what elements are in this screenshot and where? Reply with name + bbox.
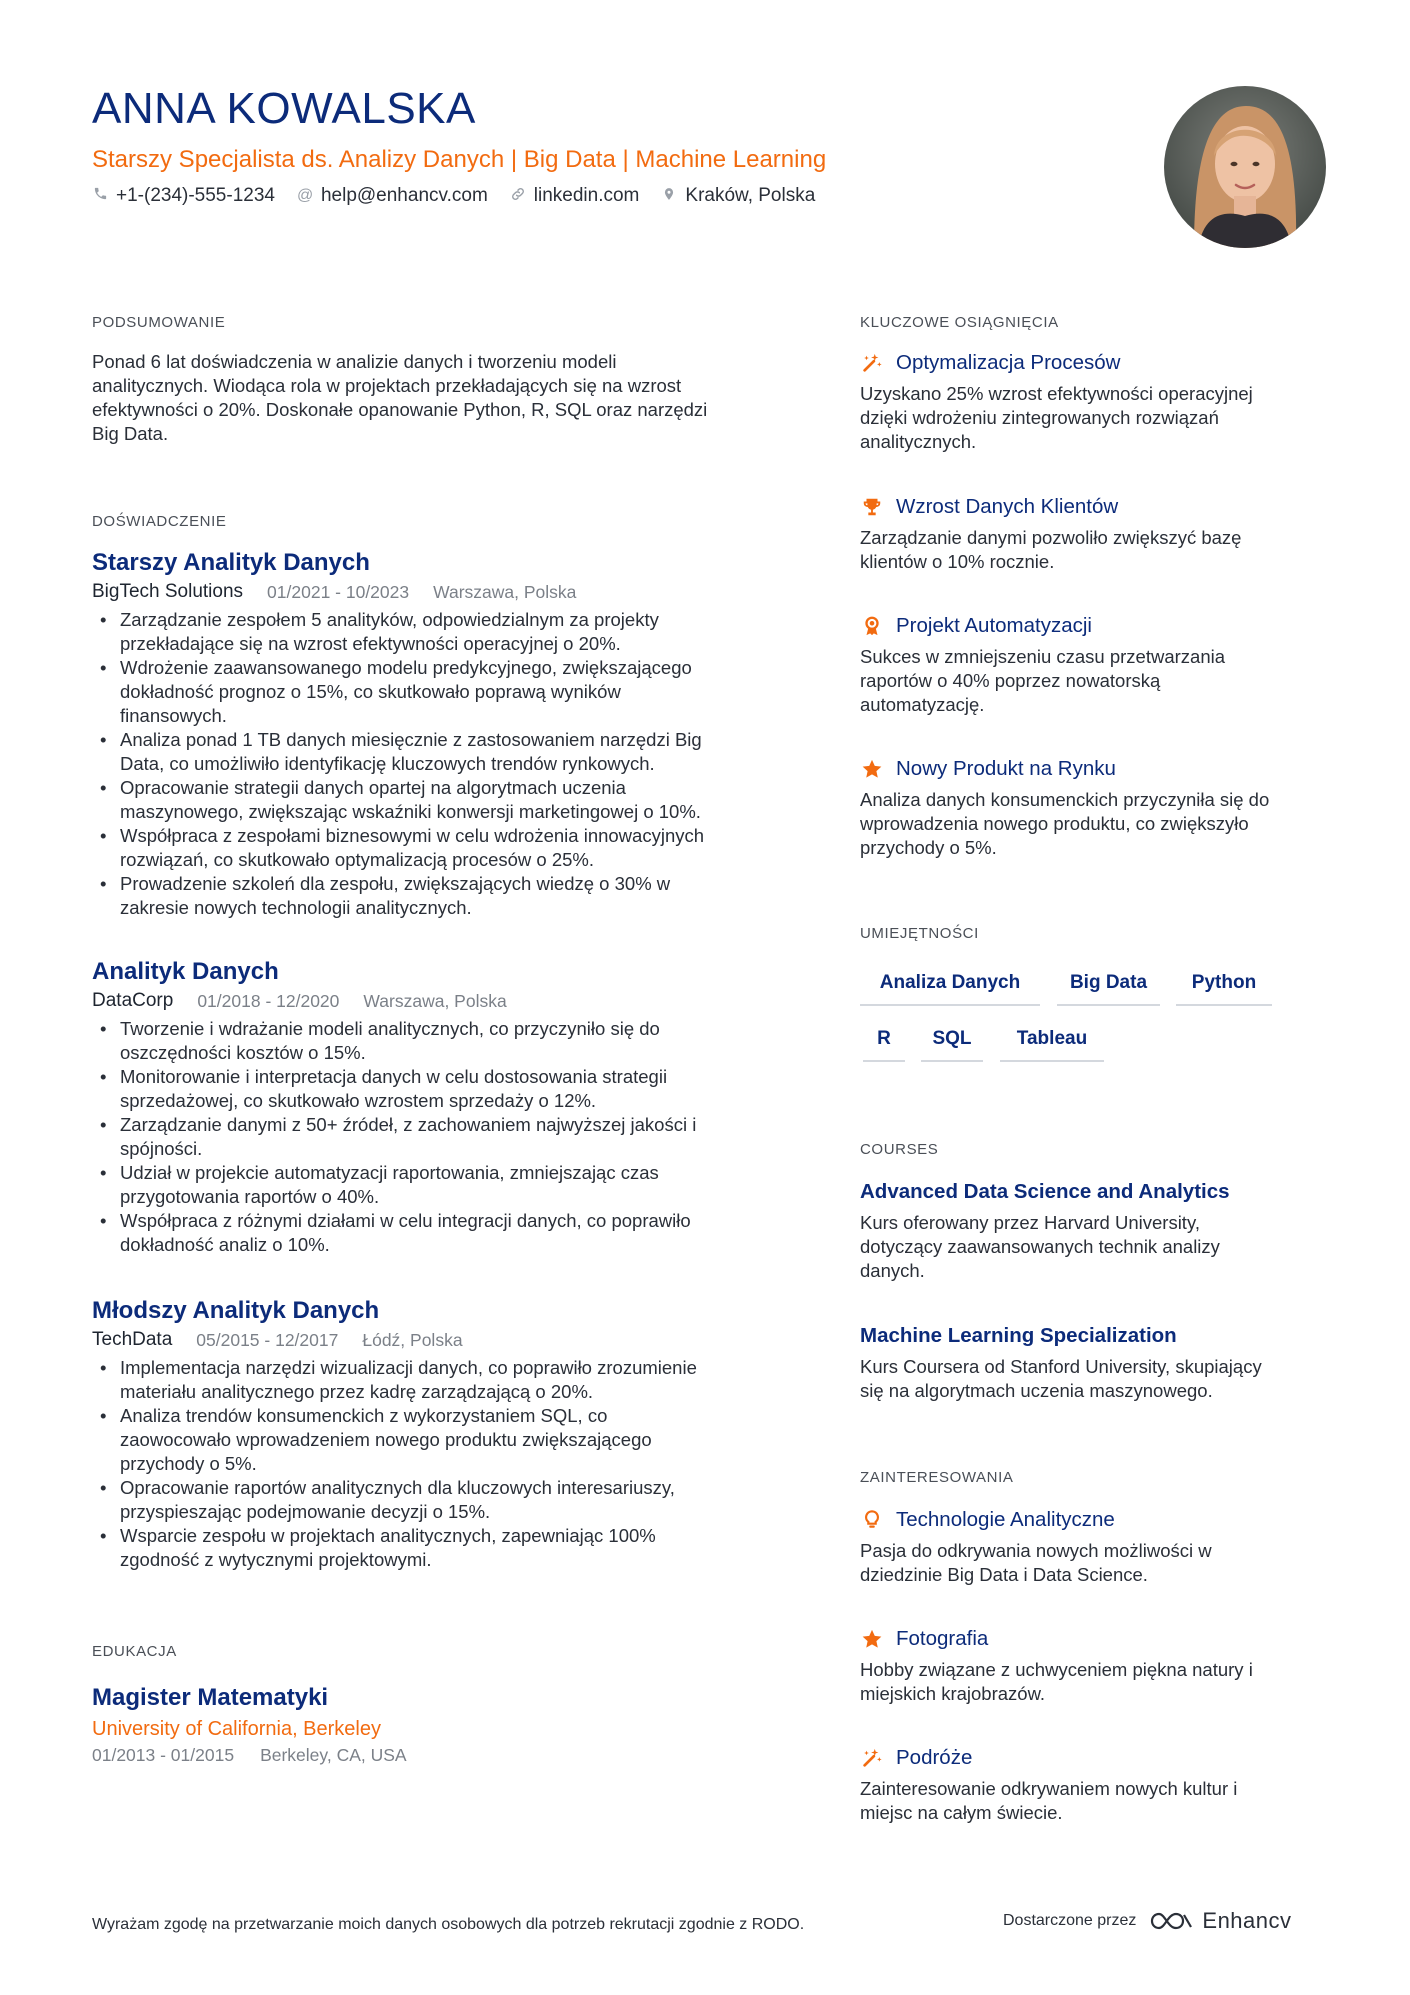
job-bullet: • Udział w projekcie automatyzacji raportowania, zmniejszając czas przygotowania raportów o 40%. [92, 1161, 792, 1209]
summary-text [92, 350, 812, 446]
achievement-item [860, 754, 1320, 860]
brand-name: Enhancv [1202, 1908, 1292, 1933]
award-ribbon-icon [860, 614, 884, 638]
course-title: Advanced Data Science and Analytics [860, 1180, 1230, 1203]
job-title: Starszy Analityk Danych [92, 549, 370, 576]
achievement-item [860, 611, 1320, 717]
gdpr-consent: Wyrażam zgodę na przetwarzanie moich danych osobowych dla potrzeb rekrutacji zgodnie z RODO. [92, 1916, 805, 1933]
job-meta [92, 580, 792, 604]
skill-tag: Analiza Danych [860, 972, 1040, 1006]
skill-tag: SQL [921, 1028, 983, 1062]
achievement-description: Sukces w zmniejszeniu czasu przetwarzania raportów o 40% poprzez nowatorską automatyzację. [860, 646, 1226, 715]
job-bullets [92, 608, 792, 920]
job-company: DataCorp [92, 990, 174, 1011]
job-dates: 01/2018 - 12/2020 [197, 991, 340, 1011]
at-icon: @ [296, 187, 314, 204]
achievement-title: Wzrost Danych Klientów [896, 495, 1119, 518]
interest-description: Pasja do odkrywania nowych możliwości w dziedzinie Big Data i Data Science. [860, 1540, 1212, 1585]
job-bullets [92, 1017, 792, 1257]
education-location: Berkeley, CA, USA [260, 1745, 407, 1765]
interest-title: Technologie Analityczne [896, 1508, 1115, 1531]
achievement-item [860, 348, 1320, 454]
summary-line: Big Data. [92, 423, 169, 444]
job-dates: 05/2015 - 12/2017 [196, 1330, 339, 1350]
email-text: help@enhancv.com [320, 185, 488, 206]
job-bullet: • Implementacja narzędzi wizualizacji danych, co poprawiło zrozumienie materiału analitycznego przez kadrę zarządzającą o 20%. [92, 1356, 792, 1404]
achievement-title: Nowy Produkt na Rynku [896, 757, 1116, 780]
job-title: Młodszy Analityk Danych [92, 1297, 380, 1324]
section-title-skills: UMIEJĘTNOŚCI [860, 925, 979, 942]
achievement-item [860, 492, 1320, 574]
interest-description: Hobby związane z uchwyceniem piękna natury i miejskich krajobrazów. [860, 1659, 1253, 1704]
location-pin-icon [661, 186, 677, 207]
course-description: Kurs Coursera od Stanford University, skupiający się na algorytmach uczenia maszynowego. [860, 1356, 1262, 1401]
job-location: Warszawa, Polska [363, 991, 507, 1011]
achievement-description: Uzyskano 25% wzrost efektywności operacyjnej dzięki wdrożeniu zintegrowanych rozwiązań analitycznych. [860, 383, 1253, 452]
job-entry [92, 548, 792, 920]
job-company: TechData [92, 1329, 173, 1350]
summary-line: efektywności o 20%. Doskonałe opanowanie Python, R, SQL oraz narzędzi [92, 399, 708, 420]
section-title-education: EDUKACJA [92, 1643, 177, 1660]
course-item [860, 1321, 1320, 1403]
job-bullet: • Zarządzanie zespołem 5 analityków, odpowiedzialnym za projekty przekładające się na wzrost efektywności operacyjnej o 20%. [92, 608, 792, 656]
avatar [1164, 86, 1326, 248]
job-bullet: • Zarządzanie danymi z 50+ źródeł, z zachowaniem najwyższej jakości i spójności. [92, 1113, 792, 1161]
job-meta [92, 1328, 792, 1352]
achievement-description: Zarządzanie danymi pozwoliło zwiększyć bazę klientów o 10% rocznie. [860, 527, 1242, 572]
phone-text: +1-(234)-555-1234 [116, 185, 275, 206]
education-meta [92, 1745, 407, 1766]
section-title-interests: ZAINTERESOWANIA [860, 1469, 1014, 1486]
magic-wand-icon [860, 351, 884, 375]
job-location: Warszawa, Polska [433, 582, 577, 602]
course-title: Machine Learning Specialization [860, 1324, 1177, 1347]
achievement-description: Analiza danych konsumenckich przyczyniła się do wprowadzenia nowego produktu, co zwiększyło przychody o 5%. [860, 789, 1270, 858]
skill-tag: R [863, 1028, 905, 1062]
achievement-title: Optymalizacja Procesów [896, 351, 1121, 374]
interest-title: Podróże [896, 1746, 973, 1769]
education-degree: Magister Matematyki [92, 1684, 329, 1711]
course-description: Kurs oferowany przez Harvard University, dotyczący zaawansowanych technik analizy danych. [860, 1212, 1220, 1281]
link-icon [510, 186, 526, 207]
education-school: University of California, Berkeley [92, 1718, 381, 1740]
education-dates: 01/2013 - 01/2015 [92, 1745, 235, 1765]
powered-by[interactable] [1003, 1908, 1292, 1934]
summary-line: analitycznych. Wiodąca rola w projektach przekładających się na wzrost [92, 375, 682, 396]
lightbulb-icon [860, 1508, 884, 1532]
section-title-summary: PODSUMOWANIE [92, 314, 226, 331]
section-title-achievements: KLUCZOWE OSIĄGNIĘCIA [860, 314, 1059, 331]
job-bullet: • Wdrożenie zaawansowanego modelu predykcyjnego, zwiększającego dokładność prognoz o 15%, co skutkowało poprawą wyników finansowych. [92, 656, 792, 728]
section-title-courses: COURSES [860, 1141, 939, 1158]
job-bullet: • Opracowanie strategii danych opartej na algorytmach uczenia maszynowego, zwiększając wskaźniki konwersji marketingowej o 10%. [92, 776, 792, 824]
job-entry [92, 1296, 792, 1572]
summary-line: Ponad 6 lat doświadczenia w analizie danych i tworzeniu modeli [92, 351, 617, 372]
location-text: Kraków, Polska [685, 185, 816, 206]
job-bullet: • Tworzenie i wdrażanie modeli analitycznych, co przyczyniło się do oszczędności kosztów o 15%. [92, 1017, 792, 1065]
job-bullet: • Prowadzenie szkoleń dla zespołu, zwiększających wiedzę o 30% w zakresie nowych technologii analitycznych. [92, 872, 792, 920]
job-meta [92, 989, 792, 1013]
job-bullet: • Współpraca z zespołami biznesowymi w celu wdrożenia innowacyjnych rozwiązań, co skutkowało optymalizacją procesów o 25%. [92, 824, 792, 872]
course-item [860, 1177, 1320, 1283]
job-location: Łódź, Polska [362, 1330, 463, 1350]
interest-title: Fotografia [896, 1627, 989, 1650]
job-bullet: • Monitorowanie i interpretacja danych w celu dostosowania strategii sprzedażowej, co skutkowało wzrostem sprzedaży o 12%. [92, 1065, 792, 1113]
job-entry [92, 957, 792, 1257]
job-bullet: • Analiza ponad 1 TB danych miesięcznie z zastosowaniem narzędzi Big Data, co umożliwiło identyfikację kluczowych trendów rynkowych. [92, 728, 792, 776]
contact-location [661, 185, 815, 207]
phone-icon [92, 186, 108, 206]
skill-tag: Python [1176, 972, 1272, 1006]
job-bullet: • Opracowanie raportów analitycznych dla kluczowych interesariuszy, przyspieszając podejmowanie decyzji o 15%. [92, 1476, 792, 1524]
job-bullet: • Analiza trendów konsumenckich z wykorzystaniem SQL, co zaowocowało wprowadzeniem nowego produktu zwiększającego przychody o 5%. [92, 1404, 792, 1476]
section-title-experience: DOŚWIADCZENIE [92, 513, 227, 530]
candidate-name: ANNA KOWALSKA [92, 84, 476, 133]
contact-email[interactable] [297, 185, 488, 207]
job-bullets [92, 1356, 792, 1572]
skill-tag: Big Data [1057, 972, 1160, 1006]
enhancv-logo-icon [1148, 1909, 1194, 1933]
interest-item [860, 1624, 1320, 1706]
job-dates: 01/2021 - 10/2023 [267, 582, 410, 602]
skill-tag: Tableau [1000, 1028, 1104, 1062]
interest-description: Zainteresowanie odkrywaniem nowych kultur i miejsc na całym świecie. [860, 1778, 1238, 1823]
star-icon [860, 1627, 884, 1651]
contact-bar [92, 185, 837, 207]
job-company: BigTech Solutions [92, 581, 244, 602]
interest-item [860, 1743, 1320, 1825]
contact-phone[interactable] [92, 185, 275, 207]
star-icon [860, 757, 884, 781]
powered-by-label: Dostarczone przez [1003, 1912, 1137, 1929]
achievement-title: Projekt Automatyzacji [896, 614, 1092, 637]
job-bullet: • Współpraca z różnymi działami w celu integracji danych, co poprawiło dokładność analiz o 10%. [92, 1209, 792, 1257]
job-bullet: • Wsparcie zespołu w projektach analitycznych, zapewniając 100% zgodność z wytycznymi projektowymi. [92, 1524, 792, 1572]
interest-item [860, 1505, 1320, 1587]
linkedin-text: linkedin.com [533, 185, 640, 206]
magic-wand-icon [860, 1746, 884, 1770]
headline: Starszy Specjalista ds. Analizy Danych | Big Data | Machine Learning [92, 146, 827, 173]
contact-linkedin[interactable] [510, 185, 640, 207]
job-title: Analityk Danych [92, 958, 279, 985]
trophy-icon [860, 495, 884, 519]
